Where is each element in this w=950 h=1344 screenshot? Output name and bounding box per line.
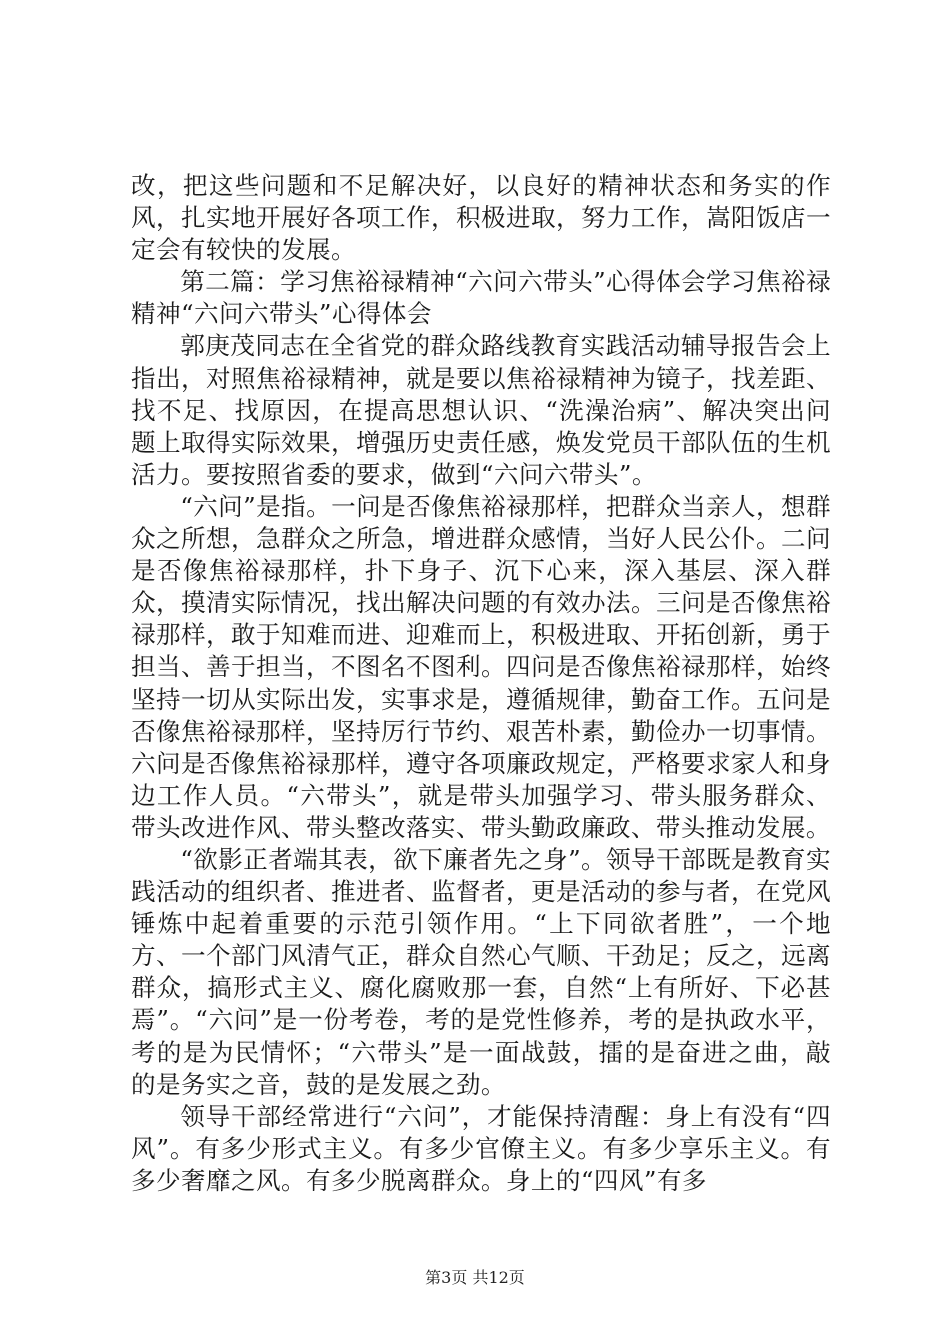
paragraph: “六问”是指。一问是否像焦裕禄那样，把群众当亲人，想群众之所想，急群众之所急，增进群众感情，当好人民公仆。二问是否像焦裕禄那样，扑下身子、沉下心来，深入基层、深入群众，摸清实际情况，找出解决问题的有效办法。三问是否像焦裕禄那样，敢于知难而进、迎难而上，积极进取、开拓创新，勇于担当、善于担当，不图名不图利。四问是否像焦裕禄那样，始终坚持一切从实际出发，实事求是，遵循规律，勤奋工作。五问是否像焦裕禄那样，坚持厉行节约、艰苦朴素，勤俭办一切事情。六问是否像焦裕禄那样，遵守各项廉政规定，严格要求家人和身边工作人员。“六带头”，就是带头加强学习、带头服务群众、带头改进作风、带头整改落实、带头勤政廉政、带头推动发展。 bbox=[131, 491, 831, 842]
paragraph-continuation: 改，把这些问题和不足解决好，以良好的精神状态和务实的作风，扎实地开展好各项工作，积极进取，努力工作，嵩阳饭店一定会有较快的发展。 bbox=[131, 171, 831, 265]
page-number-footer: 第3页 共12页 bbox=[425, 1268, 525, 1287]
paragraph: 领导干部经常进行“六问”，才能保持清醒：身上有没有“四风”。有多少形式主义。有多少官僚主义。有多少享乐主义。有多少奢靡之风。有多少脱离群众。身上的“四风”有多 bbox=[131, 1101, 831, 1195]
paragraph: “欲影正者端其表，欲下廉者先之身”。领导干部既是教育实践活动的组织者、推进者、监督者，更是活动的参与者，在党风锤炼中起着重要的示范引领作用。“上下同欲者胜”，一个地方、一个部门风清气正，群众自然心气顺、干劲足；反之，远离群众，搞形式主义、腐化腐败那一套，自然“上有所好、下必甚焉”。“六问”是一份考卷，考的是党性修养，考的是执政水平，考的是为民情怀；“六带头”是一面战鼓，擂的是奋进之曲，敲的是务实之音，鼓的是发展之劲。 bbox=[131, 844, 831, 1099]
document-body bbox=[131, 170, 831, 1197]
section-heading: 第二篇：学习焦裕禄精神“六问六带头”心得体会学习焦裕禄精神“六问六带头”心得体会 bbox=[131, 267, 831, 329]
paragraph: 郭庚茂同志在全省党的群众路线教育实践活动辅导报告会上指出，对照焦裕禄精神，就是要以焦裕禄精神为镜子，找差距、找不足、找原因，在提高思想认识、“洗澡治病”、解决突出问题上取得实际效果，增强历史责任感，焕发党员干部队伍的生机活力。要按照省委的要求，做到“六问六带头”。 bbox=[131, 331, 831, 489]
